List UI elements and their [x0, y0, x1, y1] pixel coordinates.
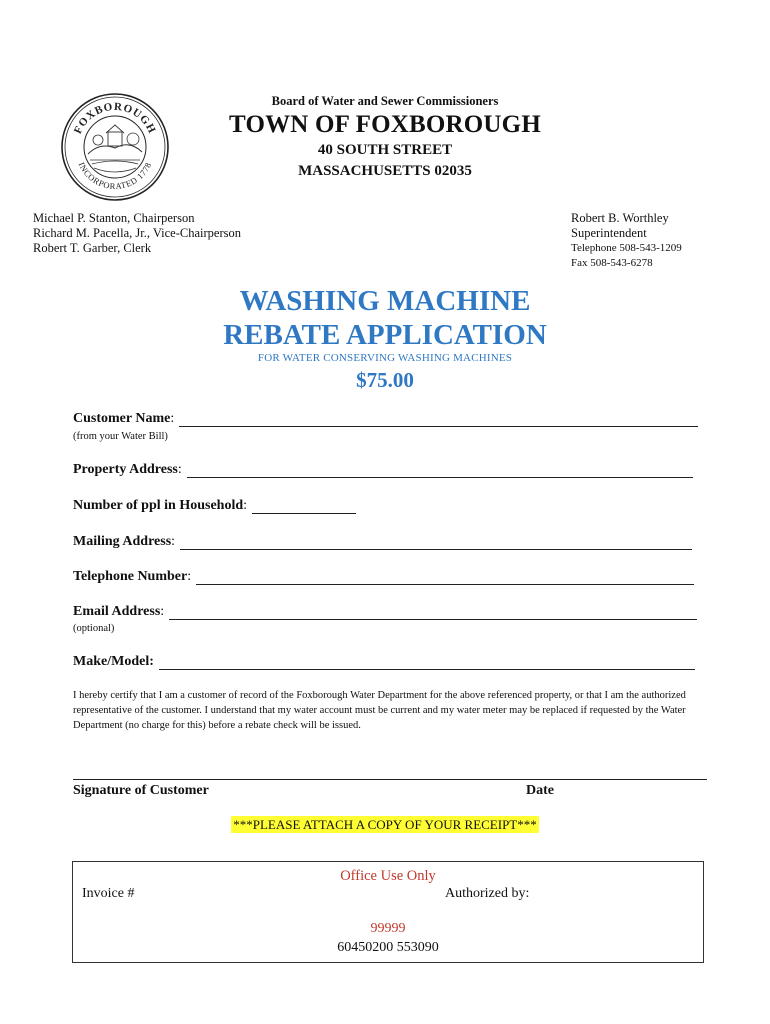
mailing-address-field[interactable]: Mailing Address :	[73, 534, 692, 550]
state-zip: MASSACHUSETTS 02035	[298, 163, 472, 179]
telephone-label: Telephone Number	[73, 569, 188, 584]
customer-name-input-line[interactable]	[179, 413, 698, 427]
svg-text:FOXBOROUGH: FOXBOROUGH	[71, 100, 159, 136]
official-chairperson: Michael P. Stanton, Chairperson	[33, 211, 195, 225]
office-use-heading: Office Use Only	[340, 868, 436, 884]
street-address: 40 SOUTH STREET	[317, 142, 453, 158]
email-input-line[interactable]	[169, 606, 697, 620]
officials-list	[33, 211, 241, 256]
superintendent-block	[571, 211, 682, 271]
household-input-line[interactable]	[252, 500, 356, 514]
telephone-input-line[interactable]	[196, 571, 694, 585]
invoice-label: Invoice #	[82, 886, 135, 901]
email-note: (optional)	[73, 623, 115, 634]
authorized-by-label: Authorized by:	[445, 886, 530, 901]
form-title-line2: REBATE APPLICATION	[223, 319, 547, 351]
board-name: Board of Water and Sewer Commissioners	[271, 94, 499, 108]
property-address-input-line[interactable]	[187, 464, 693, 478]
telephone-number: Telephone 508-543-1209	[571, 242, 682, 254]
household-label: Number of ppl in Household	[73, 498, 244, 513]
town-name: TOWN OF FOXBOROUGH	[229, 111, 541, 138]
office-code-primary: 99999	[370, 921, 406, 936]
mailing-address-label: Mailing Address	[73, 534, 172, 549]
make-model-input-line[interactable]	[159, 656, 695, 670]
signature-label: Signature of Customer	[73, 783, 209, 798]
customer-name-note: (from your Water Bill)	[73, 431, 168, 442]
attach-receipt-text: ***PLEASE ATTACH A COPY OF YOUR RECEIPT***	[233, 817, 537, 832]
certification-text: I hereby certify that I am a customer of record of the Foxborough Water Department for the above referenced property, or that I am the authorized representative of the customer. I understand that my water account must be current and my water meter may be replaced if requested by the Water Department (no charge for this) before a rebate check will be issued.	[73, 690, 686, 731]
superintendent-title: Superintendent	[571, 226, 647, 240]
fax-number: Fax 508-543-6278	[571, 257, 653, 269]
official-vice-chairperson: Richard M. Pacella, Jr., Vice-Chairperson	[33, 226, 241, 240]
rebate-amount: $75.00	[356, 368, 414, 392]
email-field[interactable]: Email Address :	[73, 604, 697, 620]
email-label: Email Address	[73, 604, 161, 619]
form-title-line1: WASHING MACHINE	[239, 285, 531, 317]
svg-text:INCORPORATED 1778: INCORPORATED 1778	[76, 160, 154, 192]
form-subtitle: FOR WATER CONSERVING WASHING MACHINES	[257, 352, 513, 364]
telephone-field[interactable]: Telephone Number :	[73, 569, 694, 585]
property-address-label: Property Address	[73, 462, 178, 477]
attach-receipt-notice	[0, 817, 770, 833]
make-model-label: Make/Model:	[73, 654, 154, 669]
signature-line[interactable]	[73, 779, 707, 780]
mailing-address-input-line[interactable]	[180, 536, 692, 550]
date-label: Date	[526, 783, 554, 798]
customer-name-label: Customer Name	[73, 411, 171, 426]
superintendent-name: Robert B. Worthley	[571, 211, 669, 225]
office-code-secondary: 60450200 553090	[337, 940, 439, 955]
household-field[interactable]: Number of ppl in Household :	[73, 498, 356, 514]
make-model-field[interactable]	[73, 654, 695, 670]
customer-name-field[interactable]: Customer Name :	[73, 411, 698, 427]
official-clerk: Robert T. Garber, Clerk	[33, 241, 152, 255]
property-address-field[interactable]: Property Address :	[73, 462, 693, 478]
